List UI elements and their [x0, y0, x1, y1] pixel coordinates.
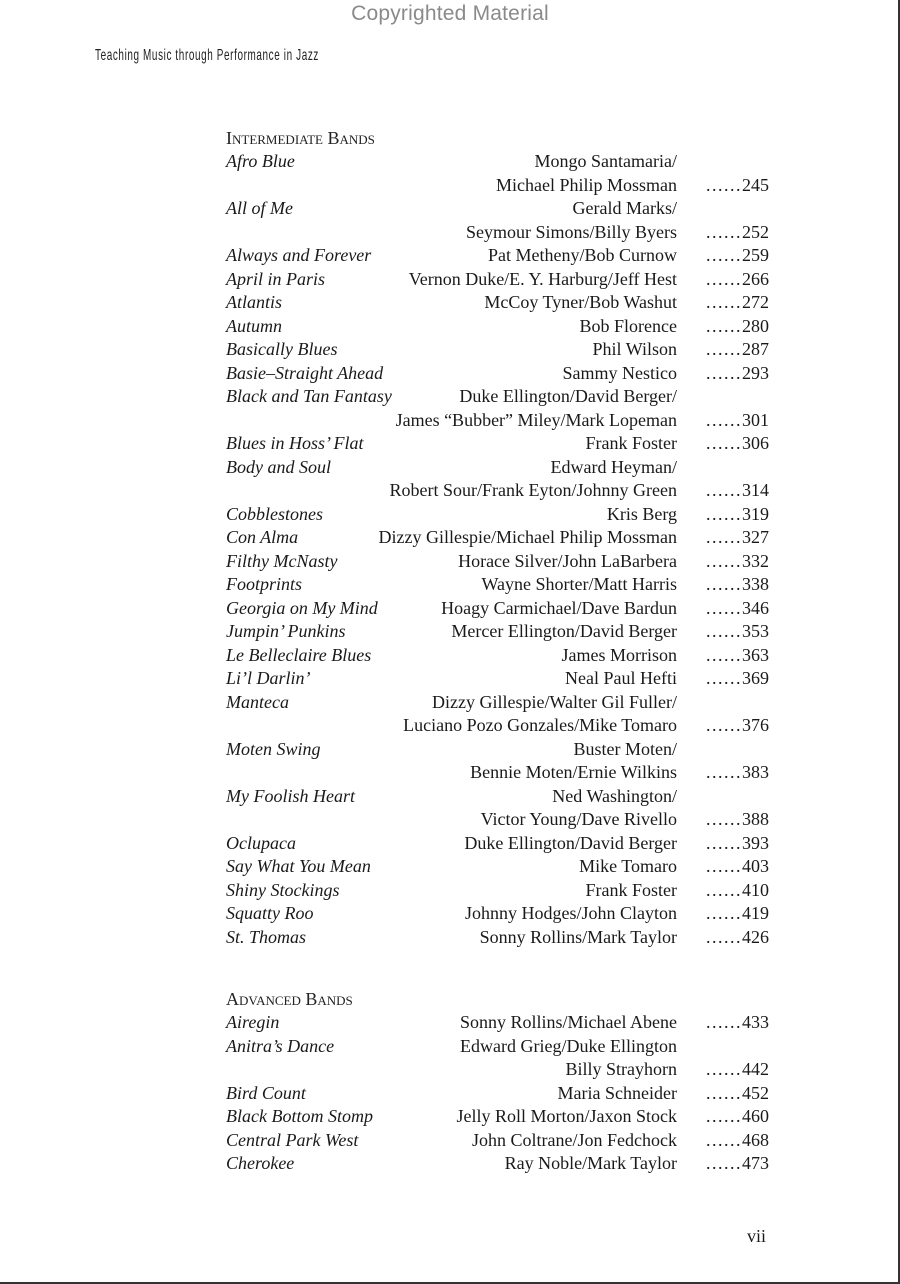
watermark: Copyrighted Material [351, 2, 549, 25]
song-title: Le Belleclaire Blues [226, 644, 372, 665]
composer-arranger: Ned Washington/ [552, 785, 677, 806]
toc-entry [226, 362, 769, 386]
toc-entry-line [226, 714, 769, 738]
toc-entry [226, 315, 769, 339]
entry-page-number: 306 [742, 433, 769, 453]
leader-dots: ...... [706, 362, 742, 383]
toc-entry [226, 550, 769, 574]
composer-arranger: Phil Wilson [592, 339, 677, 359]
toc-entry-line [226, 1152, 769, 1176]
toc-entry [226, 1011, 769, 1035]
song-title: Basie–Straight Ahead [226, 362, 384, 383]
page-reference [677, 879, 769, 903]
toc-entry-line [226, 808, 769, 832]
page-reference [677, 1082, 769, 1106]
leader-dots: ...... [706, 574, 742, 594]
toc-entry [226, 620, 769, 644]
section-heading: Advanced Bands [226, 989, 353, 1009]
toc-entry [226, 879, 769, 903]
entry-page-number: 287 [742, 339, 769, 359]
leader-dots: ...... [706, 480, 742, 500]
leader-dots: ...... [706, 1082, 742, 1103]
composer-arranger: Vernon Duke/E. Y. Harburg/Jeff Hest [408, 268, 677, 289]
toc-entry [226, 738, 769, 785]
entry-page-number: 314 [742, 480, 769, 500]
toc-section [226, 126, 769, 949]
composer-arranger: Michael Philip Mossman [496, 174, 677, 195]
leader-dots: ...... [706, 762, 742, 782]
leader-dots: ...... [706, 926, 742, 947]
toc-entry [226, 667, 769, 691]
page-reference [677, 1152, 769, 1176]
composer-arranger: Jelly Roll Morton/Jaxon Stock [456, 1106, 677, 1126]
toc-entry-line [226, 1129, 769, 1153]
composer-arranger: Dizzy Gillespie/Walter Gil Fuller/ [432, 691, 677, 712]
leader-dots: ...... [706, 1129, 742, 1150]
toc-entry-line [226, 855, 769, 879]
page-reference [677, 620, 769, 644]
toc-entry-line [226, 926, 769, 950]
entry-page-number: 338 [742, 574, 769, 594]
composer-arranger: Wayne Shorter/Matt Harris [481, 574, 677, 594]
page-number: vii [747, 1226, 767, 1246]
leader-dots: ...... [706, 597, 742, 618]
song-title: Moten Swing [226, 738, 321, 759]
entry-page-number: 280 [742, 315, 769, 336]
entry-page-number: 426 [742, 926, 769, 947]
toc-entry [226, 385, 769, 432]
leader-dots: ...... [706, 292, 742, 312]
page-reference [677, 526, 769, 550]
page-reference [677, 503, 769, 527]
entry-page-number: 327 [742, 527, 769, 547]
toc-entry-line [226, 620, 769, 644]
leader-dots: ...... [706, 1012, 742, 1032]
composer-arranger: Mercer Ellington/David Berger [451, 621, 677, 641]
toc-entry-line [226, 526, 769, 550]
entry-page-number: 433 [742, 1012, 769, 1032]
toc-entry [226, 432, 769, 456]
entry-page-number: 363 [742, 644, 769, 665]
composer-arranger: Seymour Simons/Billy Byers [465, 221, 677, 242]
leader-dots: ...... [706, 644, 742, 665]
song-title: April in Paris [226, 268, 326, 289]
toc-entry [226, 1035, 769, 1082]
toc-entry [226, 832, 769, 856]
page-reference [677, 926, 769, 950]
leader-dots: ...... [706, 903, 742, 923]
song-title: Say What You Mean [226, 856, 371, 876]
leader-dots: ...... [706, 1059, 742, 1079]
entry-page-number: 460 [742, 1106, 769, 1126]
composer-arranger: Victor Young/Dave Rivello [480, 809, 677, 829]
toc-entry-line [226, 738, 769, 762]
song-title: Afro Blue [226, 151, 295, 171]
toc-entry-line [226, 362, 769, 386]
entry-page-number: 259 [742, 245, 769, 265]
entry-page-number: 452 [742, 1082, 769, 1103]
song-title: Always and Forever [226, 245, 372, 265]
song-title: Body and Soul [226, 456, 331, 477]
entry-page-number: 272 [742, 292, 769, 312]
page-reference [677, 855, 769, 879]
toc-entry-line [226, 550, 769, 574]
composer-arranger: Duke Ellington/David Berger/ [459, 386, 677, 406]
page-reference [677, 1011, 769, 1035]
song-title: Li’l Darlin’ [226, 668, 311, 688]
song-title: All of Me [226, 198, 293, 218]
toc-entry-line [226, 691, 769, 715]
composer-arranger: Edward Grieg/Duke Ellington [460, 1035, 677, 1056]
composer-arranger: Johnny Hodges/John Clayton [464, 903, 677, 923]
page-reference [677, 268, 769, 292]
toc-entry-line [226, 268, 769, 292]
composer-arranger: Mongo Santamaria/ [534, 151, 677, 171]
composer-arranger: McCoy Tyner/Bob Washut [484, 292, 677, 312]
song-title: Shiny Stockings [226, 879, 340, 900]
song-title: Cobblestones [226, 503, 323, 524]
song-title: Central Park West [226, 1129, 359, 1150]
song-title: Anitra’s Dance [226, 1035, 335, 1056]
song-title: Squatty Roo [226, 903, 314, 923]
toc-entry [226, 1082, 769, 1106]
composer-arranger: Hoagy Carmichael/Dave Bardun [441, 597, 677, 618]
toc-entry [226, 902, 769, 926]
leader-dots: ...... [706, 527, 742, 547]
toc-entry-line [226, 902, 769, 926]
entry-page-number: 346 [742, 597, 769, 618]
song-title: Filthy McNasty [226, 550, 338, 571]
toc-entry [226, 338, 769, 362]
song-title: Oclupaca [226, 832, 296, 853]
toc-entry [226, 785, 769, 832]
entry-page-number: 410 [742, 879, 769, 900]
page-reference [677, 597, 769, 621]
composer-arranger: Dizzy Gillespie/Michael Philip Mossman [378, 527, 677, 547]
leader-dots: ...... [706, 809, 742, 829]
entry-page-number: 252 [742, 221, 769, 242]
song-title: Black Bottom Stomp [226, 1106, 373, 1126]
entry-page-number: 353 [742, 621, 769, 641]
composer-arranger: Ray Noble/Mark Taylor [504, 1153, 677, 1173]
toc-entry-line [226, 456, 769, 480]
toc-entry-line [226, 1082, 769, 1106]
composer-arranger: Kris Berg [606, 503, 677, 524]
page-reference [677, 644, 769, 668]
composer-arranger: Robert Sour/Frank Eyton/Johnny Green [389, 480, 677, 500]
page-reference [677, 550, 769, 574]
toc-entry-line [226, 291, 769, 315]
entry-page-number: 319 [742, 503, 769, 524]
song-title: St. Thomas [226, 926, 307, 947]
leader-dots: ...... [706, 409, 742, 430]
page-reference [677, 832, 769, 856]
leader-dots: ...... [706, 174, 742, 195]
toc-entry [226, 503, 769, 527]
composer-arranger: Buster Moten/ [573, 738, 677, 759]
entry-page-number: 266 [742, 268, 769, 289]
leader-dots: ...... [706, 268, 742, 289]
entry-page-number: 383 [742, 762, 769, 782]
toc-entry-line [226, 573, 769, 597]
song-title: Manteca [226, 691, 289, 712]
entry-page-number: 419 [742, 903, 769, 923]
toc-entry-line [226, 1105, 769, 1129]
page-reference [677, 174, 769, 198]
entry-page-number: 369 [742, 668, 769, 688]
song-title: Basically Blues [226, 339, 338, 359]
page-reference [677, 479, 769, 503]
composer-arranger: Sonny Rollins/Michael Abene [460, 1012, 677, 1032]
toc-entry [226, 573, 769, 597]
leader-dots: ...... [706, 879, 742, 900]
page-reference [677, 244, 769, 268]
entry-page-number: 301 [742, 409, 769, 430]
entry-page-number: 388 [742, 809, 769, 829]
toc-entry-line [226, 432, 769, 456]
table-of-contents [226, 126, 769, 1176]
page-reference [677, 362, 769, 386]
page-reference [677, 338, 769, 362]
page-reference [677, 667, 769, 691]
page-reference [677, 291, 769, 315]
page-reference [677, 714, 769, 738]
toc-entry [226, 644, 769, 668]
toc-entry [226, 691, 769, 738]
toc-entry-line [226, 644, 769, 668]
toc-entry-line [226, 221, 769, 245]
leader-dots: ...... [706, 550, 742, 571]
composer-arranger: Sonny Rollins/Mark Taylor [479, 926, 677, 947]
toc-entry [226, 291, 769, 315]
composer-arranger: Sammy Nestico [562, 362, 677, 383]
composer-arranger: Mike Tomaro [579, 856, 677, 876]
page-reference [677, 1105, 769, 1129]
song-title: Cherokee [226, 1153, 295, 1173]
song-title: Georgia on My Mind [226, 597, 378, 618]
toc-entry-line [226, 503, 769, 527]
leader-dots: ...... [706, 339, 742, 359]
toc-entry [226, 1105, 769, 1129]
toc-entry [226, 268, 769, 292]
song-title: Con Alma [226, 527, 299, 547]
composer-arranger: James Morrison [561, 644, 677, 665]
toc-entry-line [226, 385, 769, 409]
page-reference [677, 808, 769, 832]
song-title: Blues in Hoss’ Flat [226, 433, 364, 453]
composer-arranger: Luciano Pozo Gonzales/Mike Tomaro [403, 715, 677, 735]
toc-entry [226, 456, 769, 503]
composer-arranger: Horace Silver/John LaBarbera [458, 550, 677, 571]
composer-arranger: Neal Paul Hefti [565, 668, 677, 688]
composer-arranger: Bennie Moten/Ernie Wilkins [470, 762, 677, 782]
composer-arranger: Bob Florence [579, 315, 677, 336]
entry-page-number: 293 [742, 362, 769, 383]
leader-dots: ...... [706, 832, 742, 853]
page-reference [677, 1129, 769, 1153]
leader-dots: ...... [706, 315, 742, 336]
toc-entry [226, 150, 769, 197]
toc-entry-line [226, 174, 769, 198]
composer-arranger: Frank Foster [585, 433, 677, 453]
toc-entry [226, 197, 769, 244]
toc-entry [226, 855, 769, 879]
page-reference [677, 409, 769, 433]
toc-entry-line [226, 479, 769, 503]
song-title: Autumn [226, 315, 282, 336]
toc-entry-line [226, 150, 769, 174]
composer-arranger: John Coltrane/Jon Fedchock [472, 1129, 677, 1150]
entry-page-number: 332 [742, 550, 769, 571]
toc-section [226, 987, 769, 1176]
toc-entry-line [226, 244, 769, 268]
toc-entry-line [226, 832, 769, 856]
song-title: Atlantis [226, 292, 283, 312]
leader-dots: ...... [706, 621, 742, 641]
page-reference [677, 432, 769, 456]
entry-page-number: 442 [742, 1059, 769, 1079]
leader-dots: ...... [706, 856, 742, 876]
page-reference [677, 221, 769, 245]
entry-page-number: 376 [742, 715, 769, 735]
entry-page-number: 473 [742, 1153, 769, 1173]
composer-arranger: Duke Ellington/David Berger [464, 832, 677, 853]
leader-dots: ...... [706, 245, 742, 265]
leader-dots: ...... [706, 221, 742, 242]
composer-arranger: Edward Heyman/ [550, 456, 677, 477]
song-title: Jumpin’ Punkins [226, 621, 346, 641]
song-title: Bird Count [226, 1082, 306, 1103]
toc-entry-line [226, 761, 769, 785]
leader-dots: ...... [706, 433, 742, 453]
song-title: Footprints [226, 574, 303, 594]
entry-page-number: 393 [742, 832, 769, 853]
leader-dots: ...... [706, 668, 742, 688]
composer-arranger: Billy Strayhorn [565, 1059, 677, 1079]
page-reference [677, 1058, 769, 1082]
toc-entry-line [226, 197, 769, 221]
leader-dots: ...... [706, 503, 742, 524]
toc-entry-line [226, 785, 769, 809]
toc-entry-line [226, 597, 769, 621]
toc-entry-line [226, 1058, 769, 1082]
page-reference [677, 315, 769, 339]
toc-entry-line [226, 1035, 769, 1059]
toc-entry [226, 1152, 769, 1176]
song-title: Airegin [226, 1012, 280, 1032]
song-title: My Foolish Heart [226, 785, 355, 806]
leader-dots: ...... [706, 1153, 742, 1173]
toc-entry-line [226, 667, 769, 691]
toc-entry-line [226, 879, 769, 903]
leader-dots: ...... [706, 1106, 742, 1126]
section-heading: Intermediate Bands [226, 128, 375, 148]
toc-entry-line [226, 1011, 769, 1035]
toc-entry [226, 1129, 769, 1153]
composer-arranger: Pat Metheny/Bob Curnow [488, 245, 677, 265]
composer-arranger: James “Bubber” Miley/Mark Lopeman [395, 409, 677, 430]
entry-page-number: 468 [742, 1129, 769, 1150]
composer-arranger: Maria Schneider [557, 1082, 677, 1103]
toc-entry-line [226, 409, 769, 433]
toc-entry [226, 526, 769, 550]
page-reference [677, 761, 769, 785]
running-head: Teaching Music through Performance in Jazz [95, 47, 319, 64]
page-reference [677, 902, 769, 926]
toc-entry-line [226, 338, 769, 362]
entry-page-number: 403 [742, 856, 769, 876]
song-title: Black and Tan Fantasy [226, 386, 392, 406]
leader-dots: ...... [706, 715, 742, 735]
toc-entry [226, 244, 769, 268]
toc-entry [226, 597, 769, 621]
page-reference [677, 573, 769, 597]
toc-entry [226, 926, 769, 950]
toc-entry-line [226, 315, 769, 339]
composer-arranger: Frank Foster [585, 879, 677, 900]
composer-arranger: Gerald Marks/ [572, 198, 677, 218]
entry-page-number: 245 [742, 174, 769, 195]
